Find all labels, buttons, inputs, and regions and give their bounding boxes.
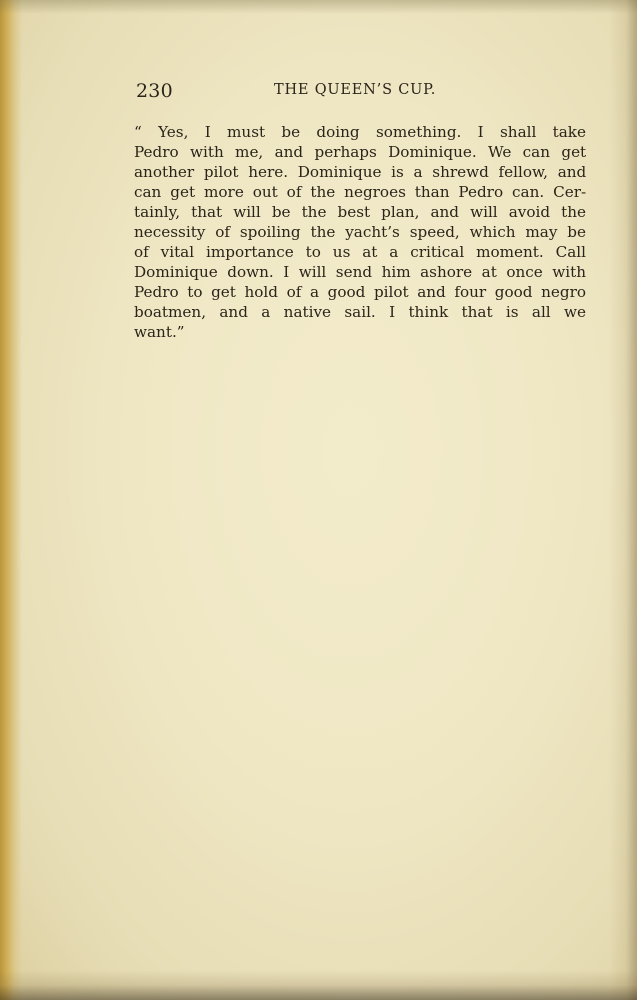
- text-line: want.”: [134, 323, 185, 341]
- text-line: can get more out of the negroes than Pedro can. Cer-: [134, 183, 586, 201]
- text-line: boatmen, and a native sail. I think that is all we: [134, 303, 586, 321]
- top-shadow: [0, 0, 637, 14]
- text-line: Pedro with me, and perhaps Dominique. We can get: [134, 143, 586, 161]
- text-line: Pedro to get hold of a good pilot and four good negro: [134, 283, 586, 301]
- text-line: another pilot here. Dominique is a shrewd fellow, and: [134, 163, 586, 181]
- bottom-edge-shadow: [0, 970, 637, 1000]
- text-line: “ Yes, I must be doing something. I shall take: [134, 123, 586, 141]
- body-paragraph: [134, 122, 586, 342]
- running-head: [136, 80, 586, 104]
- text-line: Dominique down. I will send him ashore at once with: [134, 263, 586, 281]
- binding-edge: [0, 0, 22, 1000]
- right-edge-shadow: [609, 0, 637, 1000]
- text-line: of vital importance to us at a critical moment. Call: [134, 243, 586, 261]
- page-number: 230: [136, 80, 173, 102]
- running-title: THE QUEEN’S CUP.: [274, 82, 437, 98]
- text-line: tainly, that will be the best plan, and will avoid the: [134, 203, 586, 221]
- text-line: necessity of spoiling the yacht’s speed, which may be: [134, 223, 586, 241]
